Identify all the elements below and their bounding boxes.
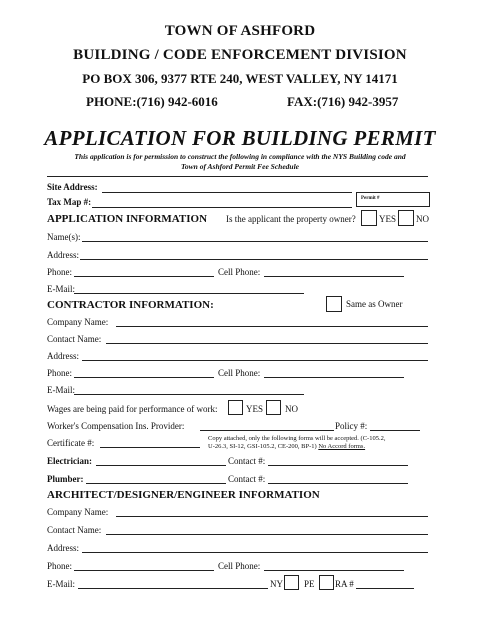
names-field[interactable] (82, 241, 428, 242)
site-address-label: Site Address: (47, 182, 98, 192)
copy-note-2: U-26.3, SI-12, GSI-105.2, CE-200, BP-1) No Accord forms. (208, 443, 366, 450)
permit-number-label: Permit # (361, 196, 380, 201)
contractor-phone-field[interactable] (74, 377, 214, 378)
certificate-field[interactable] (100, 447, 200, 448)
plumber-contact-field[interactable] (268, 483, 408, 484)
ra-field[interactable] (356, 588, 414, 589)
wages-no-label: NO (285, 404, 298, 414)
architect-email-label: E-Mail: (47, 579, 75, 589)
architect-contact-field[interactable] (106, 534, 428, 535)
permit-number-box[interactable] (356, 192, 430, 207)
policy-label: Policy #: (335, 421, 368, 431)
contractor-email-field[interactable] (74, 394, 304, 395)
architect-address-label: Address: (47, 543, 79, 553)
contractor-phone-label: Phone: (47, 368, 73, 378)
workers-comp-label: Worker's Compensation Ins. Provider: (47, 421, 185, 431)
contractor-address-label: Address: (47, 351, 79, 361)
certificate-label: Certificate #: (47, 438, 95, 448)
electrician-label: Electrician: (47, 456, 92, 466)
contractor-company-label: Company Name: (47, 317, 109, 327)
division-name: BUILDING / CODE ENFORCEMENT DIVISION (73, 47, 407, 63)
fax-number: FAX:(716) 942-3957 (287, 94, 399, 109)
app-cell-label: Cell Phone: (218, 267, 261, 277)
app-phone-label: Phone: (47, 267, 73, 277)
application-heading: APPLICATION INFORMATION (47, 213, 208, 225)
electrician-contact-label: Contact #: (228, 456, 266, 466)
workers-comp-field[interactable] (200, 430, 334, 431)
copy-note-1: Copy attached, only the following forms will be accepted. (C-105.2, (208, 435, 386, 442)
form-subtitle-1: This application is for permission to construct the following in compliance with the NYS Building code and (74, 152, 406, 161)
electrician-contact-field[interactable] (268, 465, 408, 466)
wages-yes-label: YES (246, 404, 264, 414)
architect-phone-field[interactable] (74, 570, 214, 571)
form-title: APPLICATION FOR BUILDING PERMIT (44, 126, 436, 150)
architect-cell-label: Cell Phone: (218, 561, 261, 571)
top-divider (47, 176, 428, 177)
architect-company-label: Company Name: (47, 507, 109, 517)
tax-map-field[interactable] (92, 207, 352, 208)
town-name: TOWN OF ASHFORD (164, 23, 316, 39)
contractor-email-label: E-Mail: (47, 385, 75, 395)
ra-label: RA # (335, 579, 354, 589)
contractor-company-field[interactable] (116, 326, 428, 327)
ny-label: NY (270, 579, 283, 589)
site-address-field[interactable] (102, 192, 352, 193)
architect-email-field[interactable] (78, 588, 268, 589)
owner-yes-label: YES (379, 214, 397, 224)
contractor-cell-field[interactable] (264, 377, 404, 378)
mailing-address: PO BOX 306, 9377 RTE 240, WEST VALLEY, NY 14171 (82, 71, 398, 86)
app-phone-field[interactable] (74, 276, 214, 277)
owner-yes-checkbox[interactable] (361, 210, 377, 226)
architect-heading: ARCHITECT/DESIGNER/ENGINEER INFORMATION (47, 489, 320, 501)
app-address-field[interactable] (80, 259, 428, 260)
architect-phone-label: Phone: (47, 561, 73, 571)
wages-yes-checkbox[interactable] (228, 400, 243, 415)
contractor-address-field[interactable] (82, 360, 428, 361)
app-email-label: E-Mail: (47, 284, 75, 294)
owner-no-checkbox[interactable] (398, 210, 414, 226)
architect-contact-label: Contact Name: (47, 525, 102, 535)
owner-no-label: NO (416, 214, 429, 224)
tax-map-label: Tax Map #: (47, 197, 92, 207)
plumber-contact-label: Contact #: (228, 474, 266, 484)
contractor-contact-label: Contact Name: (47, 334, 102, 344)
wages-question: Wages are being paid for performance of work: (47, 404, 218, 414)
app-address-label: Address: (47, 250, 79, 260)
pe-label: PE (304, 579, 315, 589)
app-cell-field[interactable] (264, 276, 404, 277)
contractor-cell-label: Cell Phone: (218, 368, 261, 378)
plumber-field[interactable] (86, 483, 226, 484)
plumber-label: Plumber: (47, 474, 84, 484)
architect-cell-field[interactable] (264, 570, 404, 571)
no-accord-note: No Accord forms. (318, 443, 366, 450)
architect-company-field[interactable] (116, 516, 428, 517)
contractor-contact-field[interactable] (106, 343, 428, 344)
same-as-owner-checkbox[interactable] (326, 296, 342, 312)
contractor-heading: CONTRACTOR INFORMATION: (47, 299, 214, 311)
names-label: Name(s): (47, 232, 81, 242)
wages-no-checkbox[interactable] (266, 400, 281, 415)
electrician-field[interactable] (96, 465, 226, 466)
architect-address-field[interactable] (82, 552, 428, 553)
owner-question: Is the applicant the property owner? (226, 214, 356, 224)
form-subtitle-2: Town of Ashford Permit Fee Schedule (181, 162, 299, 171)
same-as-owner-label: Same as Owner (346, 299, 403, 309)
phone-number: PHONE:(716) 942-6016 (86, 94, 218, 109)
ny-checkbox[interactable] (284, 575, 299, 590)
app-email-field[interactable] (74, 293, 304, 294)
policy-field[interactable] (370, 430, 420, 431)
pe-checkbox[interactable] (319, 575, 334, 590)
